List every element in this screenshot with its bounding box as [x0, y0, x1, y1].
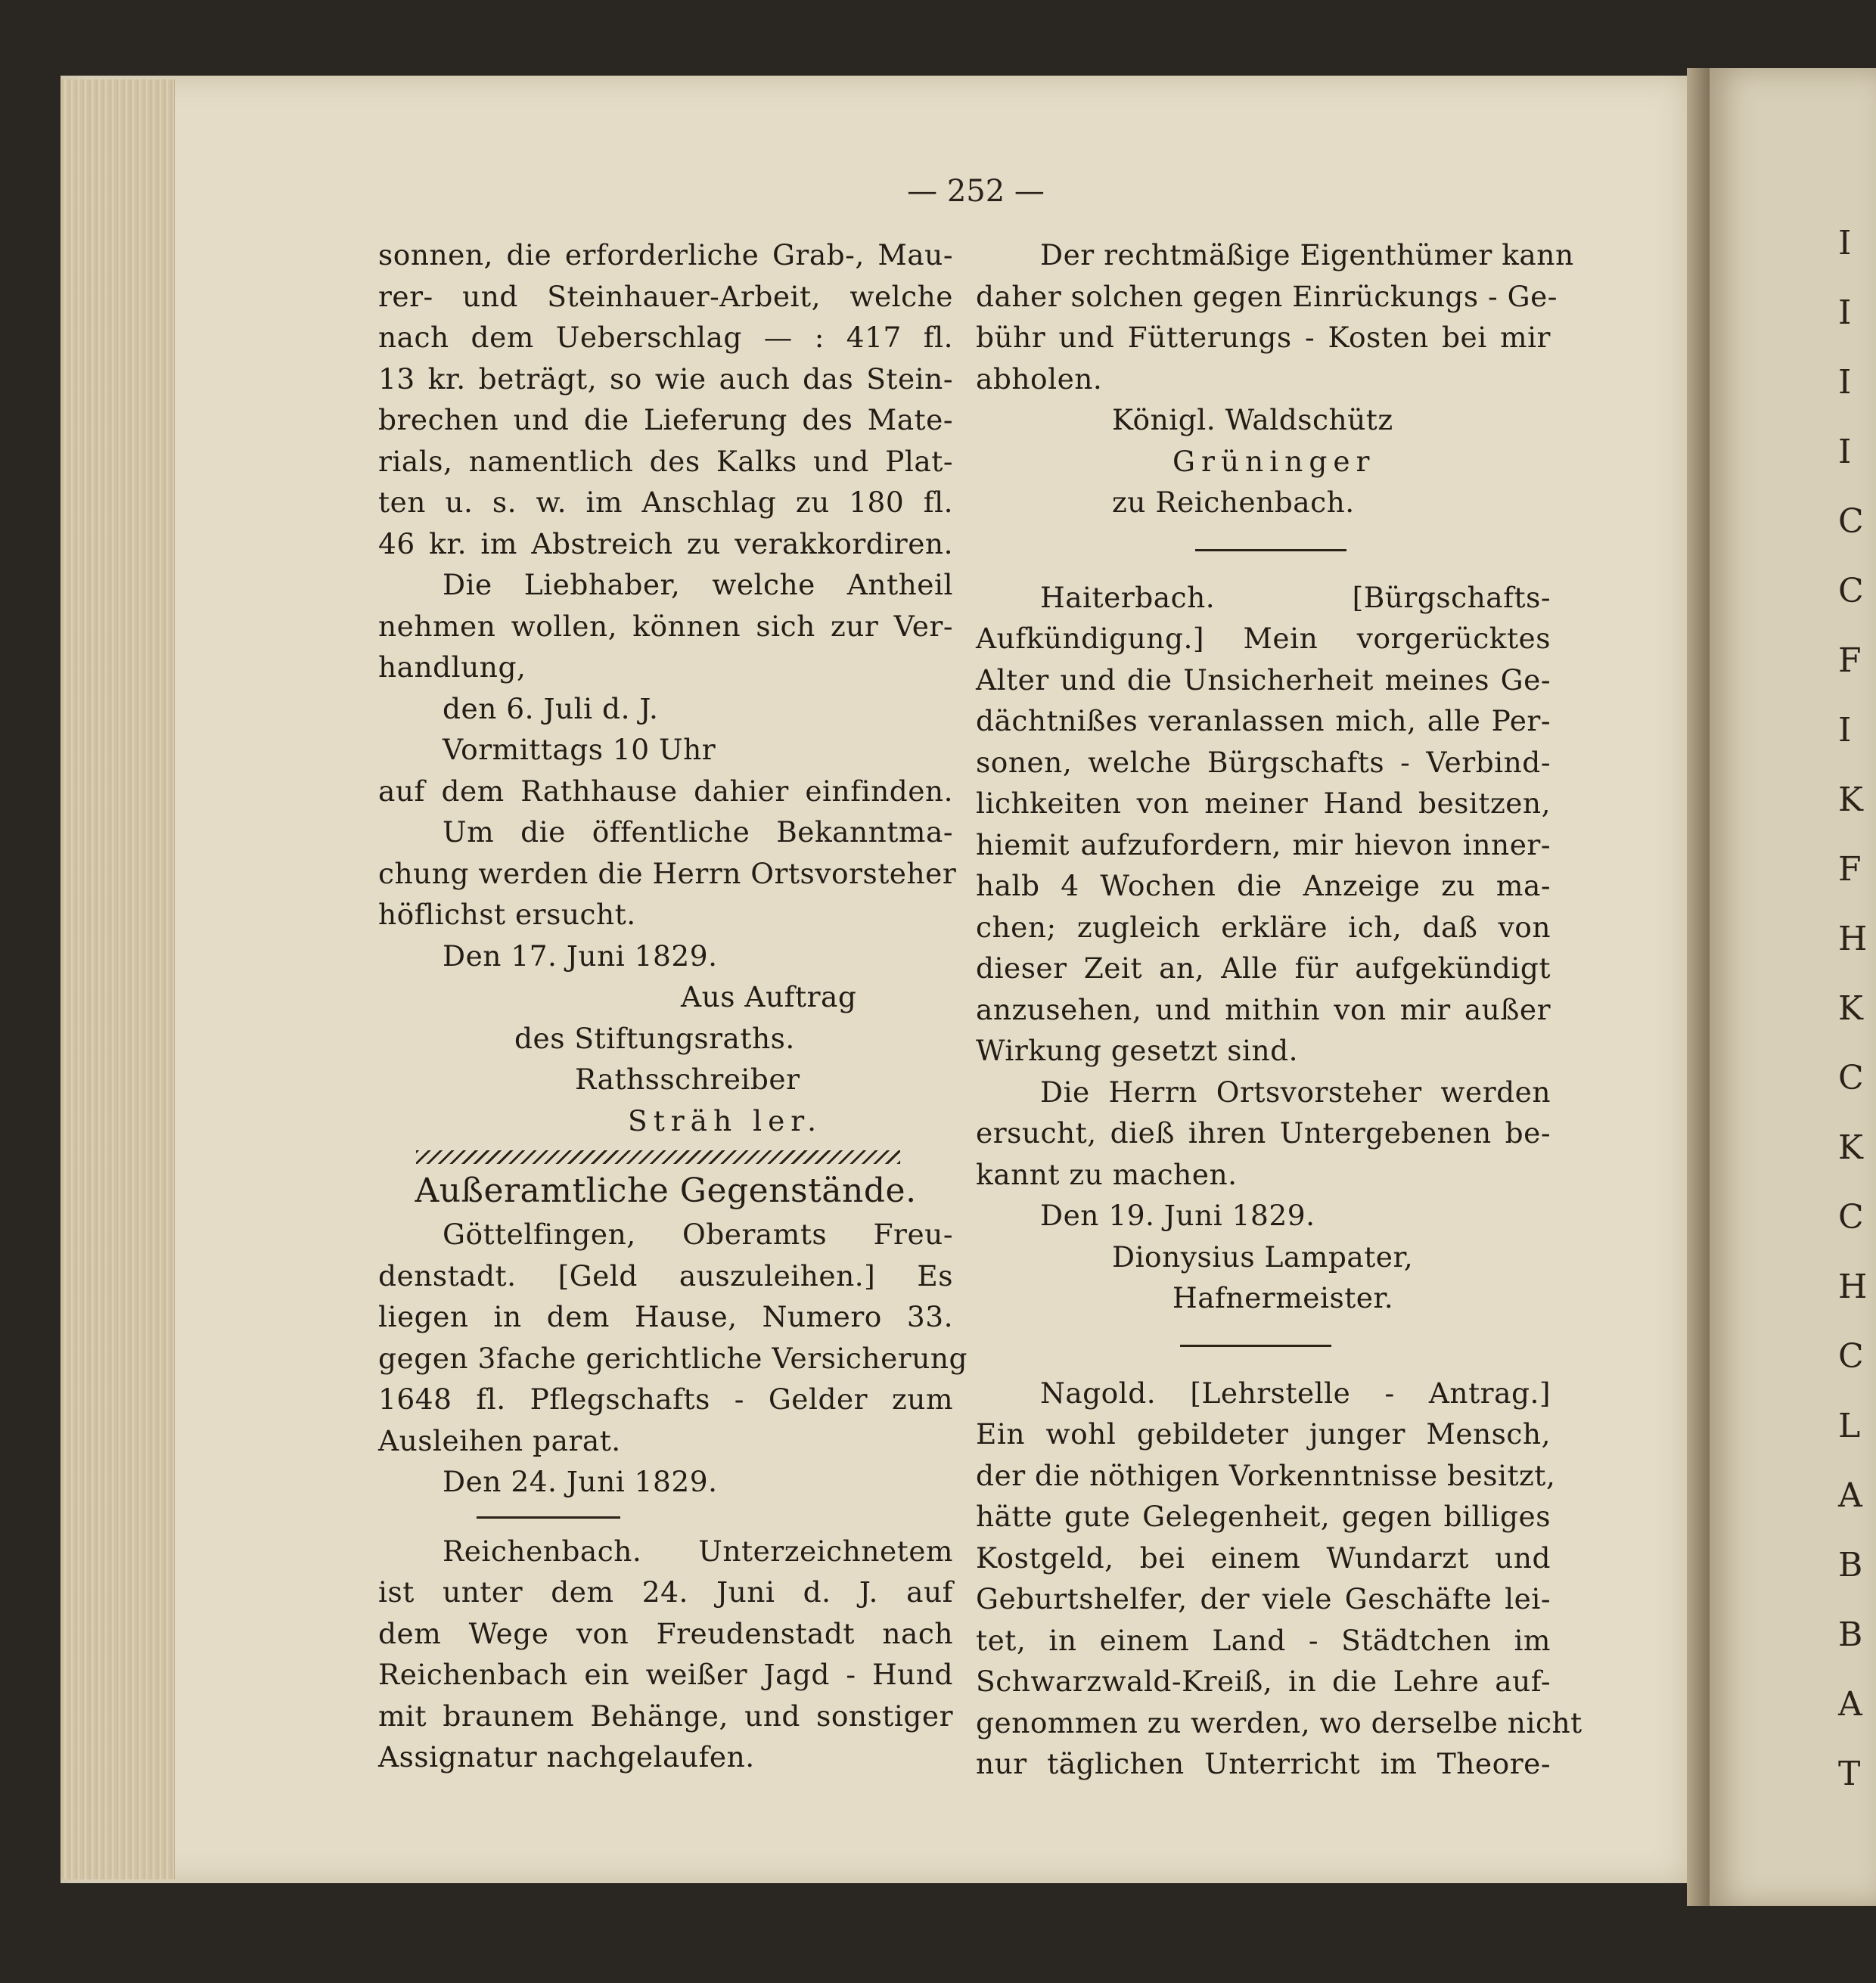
next-page-letter: B — [1838, 1546, 1863, 1584]
next-page-letter: H — [1838, 920, 1868, 958]
next-page-letter: I — [1838, 293, 1852, 332]
text-line: der die nöthigen Vorkenntnisse besitzt, — [976, 1458, 1556, 1492]
next-page-letter: H — [1838, 1268, 1868, 1306]
right-block-3 — [976, 1373, 1582, 1785]
next-page-letter: L — [1838, 1407, 1861, 1445]
next-page-letter: A — [1838, 1476, 1862, 1515]
text-line: 1648 fl. Pflegschafts - Gelder zum — [378, 1383, 953, 1416]
text-line: Kostgeld, bei einem Wundarzt und — [976, 1541, 1551, 1575]
text-line: auf dem Rathhause dahier einfinden. — [378, 774, 953, 808]
text-line: 46 kr. im Abstreich zu verakkordiren. — [378, 526, 953, 560]
text-line: dieser Zeit an, Alle für aufgekündigt — [976, 951, 1551, 985]
next-page-letter: F — [1838, 641, 1862, 680]
next-page-letter: I — [1838, 433, 1852, 471]
right-block-1 — [976, 234, 1574, 523]
text-line: Sträh ler. — [628, 1103, 823, 1137]
text-line: chung werden die Herrn Ortsvorsteher — [378, 856, 957, 890]
next-page-letter: K — [1838, 989, 1863, 1028]
next-page-letter: C — [1838, 572, 1864, 610]
text-line: 13 kr. beträgt, so wie auch das Stein- — [378, 362, 953, 396]
text-line: Vormittags 10 Uhr — [443, 733, 716, 766]
text-line: Königl. Waldschütz — [1112, 403, 1393, 436]
text-line: anzusehen, und mithin von mir außer — [976, 992, 1551, 1026]
left-block-2 — [378, 1214, 968, 1503]
text-line: gegen 3fache gerichtliche Versicherung — [378, 1341, 968, 1375]
text-line: Geburtshelfer, der viele Geschäfte lei- — [976, 1582, 1551, 1615]
right-block-2 — [976, 577, 1551, 1319]
text-line: des Stiftungsraths. — [514, 1021, 795, 1055]
text-line: ten u. s. w. im Anschlag zu 180 fl. — [378, 486, 953, 519]
next-page-letter: I — [1838, 224, 1852, 262]
divider-rule — [1180, 1345, 1331, 1347]
text-line: Ein wohl gebildeter junger Mensch, — [976, 1417, 1551, 1451]
text-line: hiemit aufzufordern, mir hievon inner- — [976, 827, 1551, 861]
text-line: ist unter dem 24. Juni d. J. auf — [378, 1575, 953, 1609]
text-line: halb 4 Wochen die Anzeige zu ma- — [976, 869, 1551, 902]
text-line: den 6. Juli d. J. — [443, 691, 659, 725]
text-line: Der rechtmäßige Eigenthümer kann — [1040, 238, 1574, 272]
left-column — [378, 234, 968, 1778]
text-line: Die Liebhaber, welche Antheil — [443, 568, 953, 601]
next-page-fragments — [1838, 224, 1876, 1793]
next-page-letter: A — [1838, 1685, 1862, 1724]
text-line: Ausleihen parat. — [378, 1423, 621, 1457]
next-page-letter: C — [1838, 1198, 1864, 1237]
text-line: dem Wege von Freudenstadt nach — [378, 1616, 953, 1650]
text-line: Grüninger — [1172, 444, 1376, 478]
text-line: genommen zu werden, wo derselbe nicht — [976, 1705, 1582, 1739]
text-line: nur täglichen Unterricht im Theore- — [976, 1747, 1551, 1780]
right-column — [976, 234, 1582, 1785]
text-line: Assignatur nachgelaufen. — [378, 1740, 755, 1774]
text-line: Den 19. Juni 1829. — [1040, 1199, 1315, 1232]
text-line: sonen, welche Bürgschafts - Verbind- — [976, 745, 1551, 779]
next-page-letter: F — [1838, 850, 1862, 889]
text-line: Nagold. [Lehrstelle - Antrag.] — [1040, 1376, 1551, 1410]
text-line: Reichenbach. Unterzeichnetem — [443, 1534, 953, 1568]
text-line: nach dem Ueberschlag — : 417 fl. — [378, 321, 953, 354]
text-line: lichkeiten von meiner Hand besitzen, — [976, 787, 1551, 820]
left-block-1 — [378, 234, 957, 1141]
text-line: handlung, — [378, 650, 526, 684]
text-line: ersucht, dieß ihren Untergebenen be- — [976, 1116, 1551, 1150]
divider-rule — [477, 1516, 620, 1519]
text-line: Aufkündigung.] Mein vorgerücktes — [976, 622, 1551, 655]
text-line: kannt zu machen. — [976, 1157, 1238, 1191]
next-page-letter: C — [1838, 502, 1864, 541]
next-page-letter: K — [1838, 1128, 1863, 1167]
text-line: Schwarzwald-Kreiß, in die Lehre auf- — [976, 1665, 1551, 1698]
next-page-letter: C — [1838, 1059, 1864, 1097]
text-line: hätte gute Gelegenheit, gegen billiges — [976, 1500, 1551, 1533]
text-line: abholen. — [976, 362, 1103, 396]
text-line: Dionysius Lampater, — [1112, 1240, 1414, 1274]
text-line: Hafnermeister. — [1172, 1281, 1394, 1314]
section-heading: Außeramtliche Gegenstände. — [415, 1171, 917, 1210]
next-page-letter: I — [1838, 363, 1852, 402]
next-page-letter: B — [1838, 1615, 1863, 1654]
text-line: mit braunem Behänge, und sonstiger — [378, 1699, 953, 1733]
page-edges — [61, 79, 175, 1879]
text-line: Um die öffentliche Bekanntma- — [443, 815, 953, 849]
text-line: zu Reichenbach. — [1112, 486, 1355, 519]
wavy-rule — [416, 1150, 900, 1164]
next-page-letter: I — [1838, 711, 1852, 749]
text-line: Wirkung gesetzt sind. — [976, 1034, 1299, 1067]
text-line: rer- und Steinhauer-Arbeit, welche — [378, 279, 953, 313]
text-line: Rathsschreiber — [575, 1063, 800, 1096]
text-line: Den 17. Juni 1829. — [443, 939, 718, 973]
text-line: Göttelfingen, Oberamts Freu- — [443, 1218, 953, 1251]
text-line: tet, in einem Land - Städtchen im — [976, 1623, 1551, 1657]
text-line: sonnen, die erforderliche Grab-, Mau- — [378, 238, 953, 272]
text-line: liegen in dem Hause, Numero 33. — [378, 1300, 953, 1333]
text-line: Den 24. Juni 1829. — [443, 1465, 718, 1498]
text-line: brechen und die Lieferung des Mate- — [378, 403, 953, 436]
text-line: daher solchen gegen Einrückungs - Ge- — [976, 279, 1558, 313]
text-line: rials, namentlich des Kalks und Plat- — [378, 444, 953, 478]
text-line: Reichenbach ein weißer Jagd - Hund — [378, 1658, 953, 1691]
text-line: Haiterbach. [Bürgschafts- — [1040, 580, 1551, 614]
text-line: Aus Auftrag — [681, 980, 857, 1013]
text-line: Die Herrn Ortsvorsteher werden — [1040, 1075, 1551, 1109]
next-page-letter: C — [1838, 1337, 1864, 1376]
text-line: bühr und Fütterungs - Kosten bei mir — [976, 321, 1551, 354]
text-line: höflichst ersucht. — [378, 898, 636, 931]
text-line: nehmen wollen, können sich zur Ver- — [378, 609, 953, 643]
text-line: Alter und die Unsicherheit meines Ge- — [976, 663, 1551, 697]
page-number: — 252 — — [907, 174, 1045, 209]
text-line: dächtnißes veranlassen mich, alle Per- — [976, 704, 1551, 737]
next-page-letter: T — [1838, 1755, 1861, 1793]
text-line: denstadt. [Geld auszuleihen.] Es — [378, 1258, 953, 1293]
text-line: chen; zugleich erkläre ich, daß von — [976, 910, 1551, 944]
left-block-3 — [378, 1531, 953, 1778]
divider-rule — [1195, 549, 1346, 551]
next-page-letter: K — [1838, 780, 1863, 819]
